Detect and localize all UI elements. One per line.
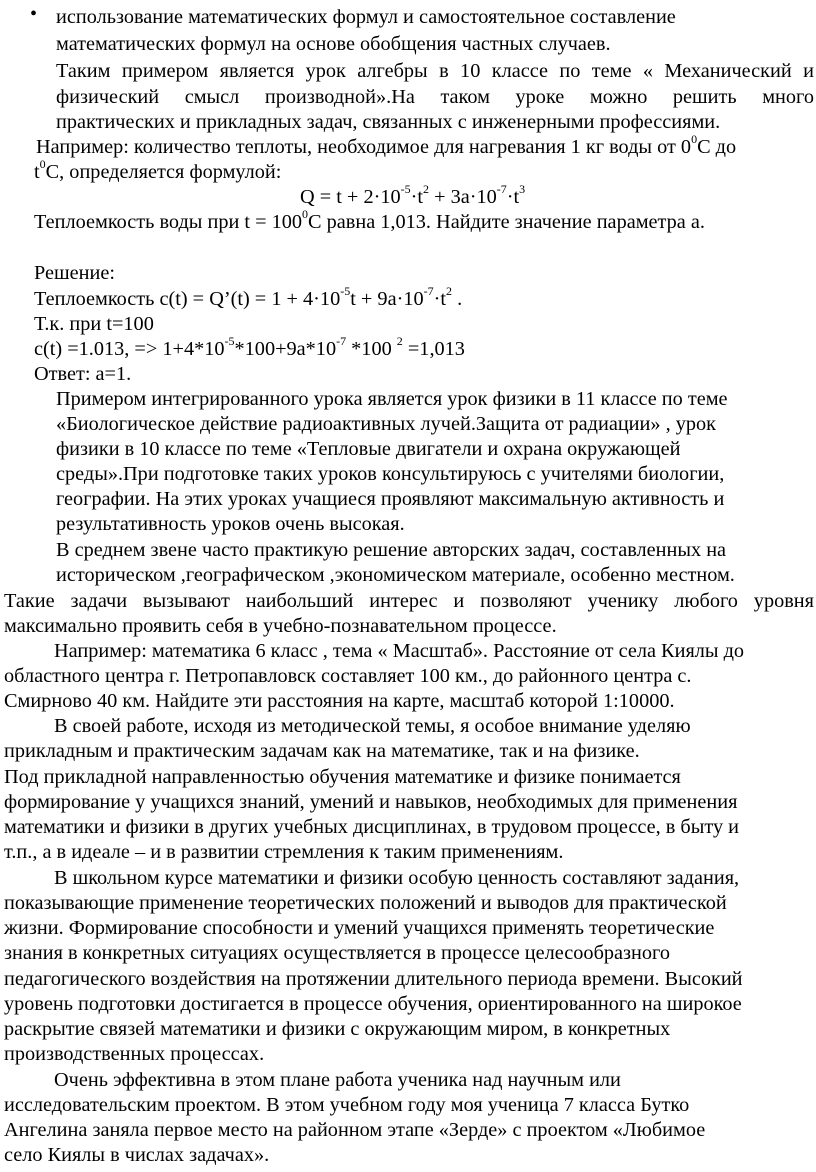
- text-line: Ангелина заняла первое место на районном этапе «Зерде» с проектом «Любимое: [4, 1119, 706, 1141]
- text-line: историческом ,географическом ,экономическом материале, особенно местном.: [56, 564, 735, 586]
- text-line: уровень подготовки достигается в процессе обучения, ориентированного на широкое: [4, 993, 742, 1015]
- text-line: математики и физики в других учебных дисциплинах, в трудовом процессе, в быту и: [4, 816, 740, 838]
- text-line: среды».При подготовке таких уроков консультируюсь с учителями биологии,: [56, 463, 725, 485]
- text-line: математических формул на основе обобщения частных случаев.: [56, 33, 611, 55]
- text-line: формирование у учащихся знаний, умений и навыков, необходимых для применения: [4, 791, 738, 813]
- text-line: раскрытие связей математики и физики с окружающим миром, в конкретных: [4, 1018, 671, 1040]
- text-line: Теплоемкость c(t) = Q’(t) = $1 + 4\cdot 10^{-5}t + 9a\cdot 10^{-7}\cdot t^2$ .: [34, 284, 463, 310]
- bullet-icon: •: [30, 3, 38, 25]
- text-line: Примером интегрированного урока является урок физики в 11 классе по теме: [56, 388, 728, 410]
- text-line: знания в конкретных ситуациях осуществляется в процессе целесообразного: [4, 942, 670, 964]
- text-line: т.п., а в идеале – и в развитии стремления к таким применениям.: [4, 841, 564, 863]
- text-line: В своей работе, исходя из методической темы, я особое внимание уделяю: [54, 715, 691, 737]
- text-line: результативность уроков очень высокая.: [56, 513, 405, 535]
- text-line: географии. На этих уроках учащиеся проявляют максимальную активность и: [56, 488, 725, 510]
- text-line: прикладным и практическим задачам как на математике, так и на физике.: [4, 740, 640, 762]
- text-line: Под прикладной направленностью обучения математике и физике понимается: [4, 766, 681, 788]
- text-line: жизни. Формирование способности и умений учащихся применять теоретические: [4, 917, 715, 939]
- text-line: Такие задачи вызывают наибольший интерес и позволяют ученику любого уровня: [4, 590, 814, 612]
- text-line: В школьном курсе математики и физики особую ценность составляют задания,: [54, 867, 740, 889]
- text-line: $t^0С$, определяется формулой:: [34, 157, 282, 183]
- text-line: практических и прикладных задач, связанных с инженерными профессиями.: [56, 111, 721, 133]
- text-line: областного центра г. Петропавловск составляет 100 км., до районного центра с.: [4, 665, 692, 687]
- solution-title: Решение:: [34, 262, 115, 284]
- formula: $Q = t + 2\cdot 10^{-5}\cdot t^2 + 3a\cdot 10^{-7}\cdot t^3$: [300, 182, 526, 208]
- text-line: Очень эффективна в этом плане работа ученика над научным или: [54, 1069, 621, 1091]
- text-line: максимально проявить себя в учебно-познавательном процессе.: [4, 615, 557, 637]
- text-line: «Биологическое действие радиоактивных лучей.Защита от радиации» , урок: [56, 413, 717, 435]
- text-line: c(t) =1.013, => $1+4*10^{-5}*100+9a*10^{-7}$ *100 $^2$ =1,013: [34, 334, 465, 360]
- text-line: Т.к. при t=100: [34, 313, 154, 335]
- text-line: Например: математика 6 класс , тема « Масштаб». Расстояние от села Киялы до: [54, 640, 745, 662]
- text-line: село Киялы в числах задачах».: [4, 1144, 270, 1166]
- text-line: Смирново 40 км. Найдите эти расстояния на карте, масштаб которой 1:10000.: [4, 690, 675, 712]
- text-line: физики в 10 классе по теме «Тепловые двигатели и охрана окружающей: [56, 438, 681, 460]
- text-line: показывающие применение теоретических положений и выводов для практической: [4, 892, 727, 914]
- solution-answer: Ответ: a=1.: [34, 363, 132, 385]
- text-line: производственных процессах.: [4, 1043, 265, 1065]
- text-line: педагогического воздействия на протяжении длительного периода времени. Высокий: [4, 968, 743, 990]
- text-line: Например: количество теплоты, необходимое для нагревания 1 кг воды от $0^0С$ до: [36, 132, 737, 158]
- text-line: физический смысл производной».На таком уроке можно решить много: [56, 86, 814, 108]
- text-line: В среднем звене часто практикую решение авторских задач, составленных на: [56, 539, 727, 561]
- text-line: Теплоемкость воды при $t = 100^0С$ равна 1,013. Найдите значение параметра а.: [34, 207, 705, 233]
- text-line: Таким примером является урок алгебры в 10 классе по теме « Механический и: [56, 60, 814, 82]
- text-line: использование математических формул и самостоятельное составление: [56, 6, 676, 28]
- text-line: исследовательским проектом. В этом учебном году моя ученица 7 класса Бутко: [4, 1094, 690, 1116]
